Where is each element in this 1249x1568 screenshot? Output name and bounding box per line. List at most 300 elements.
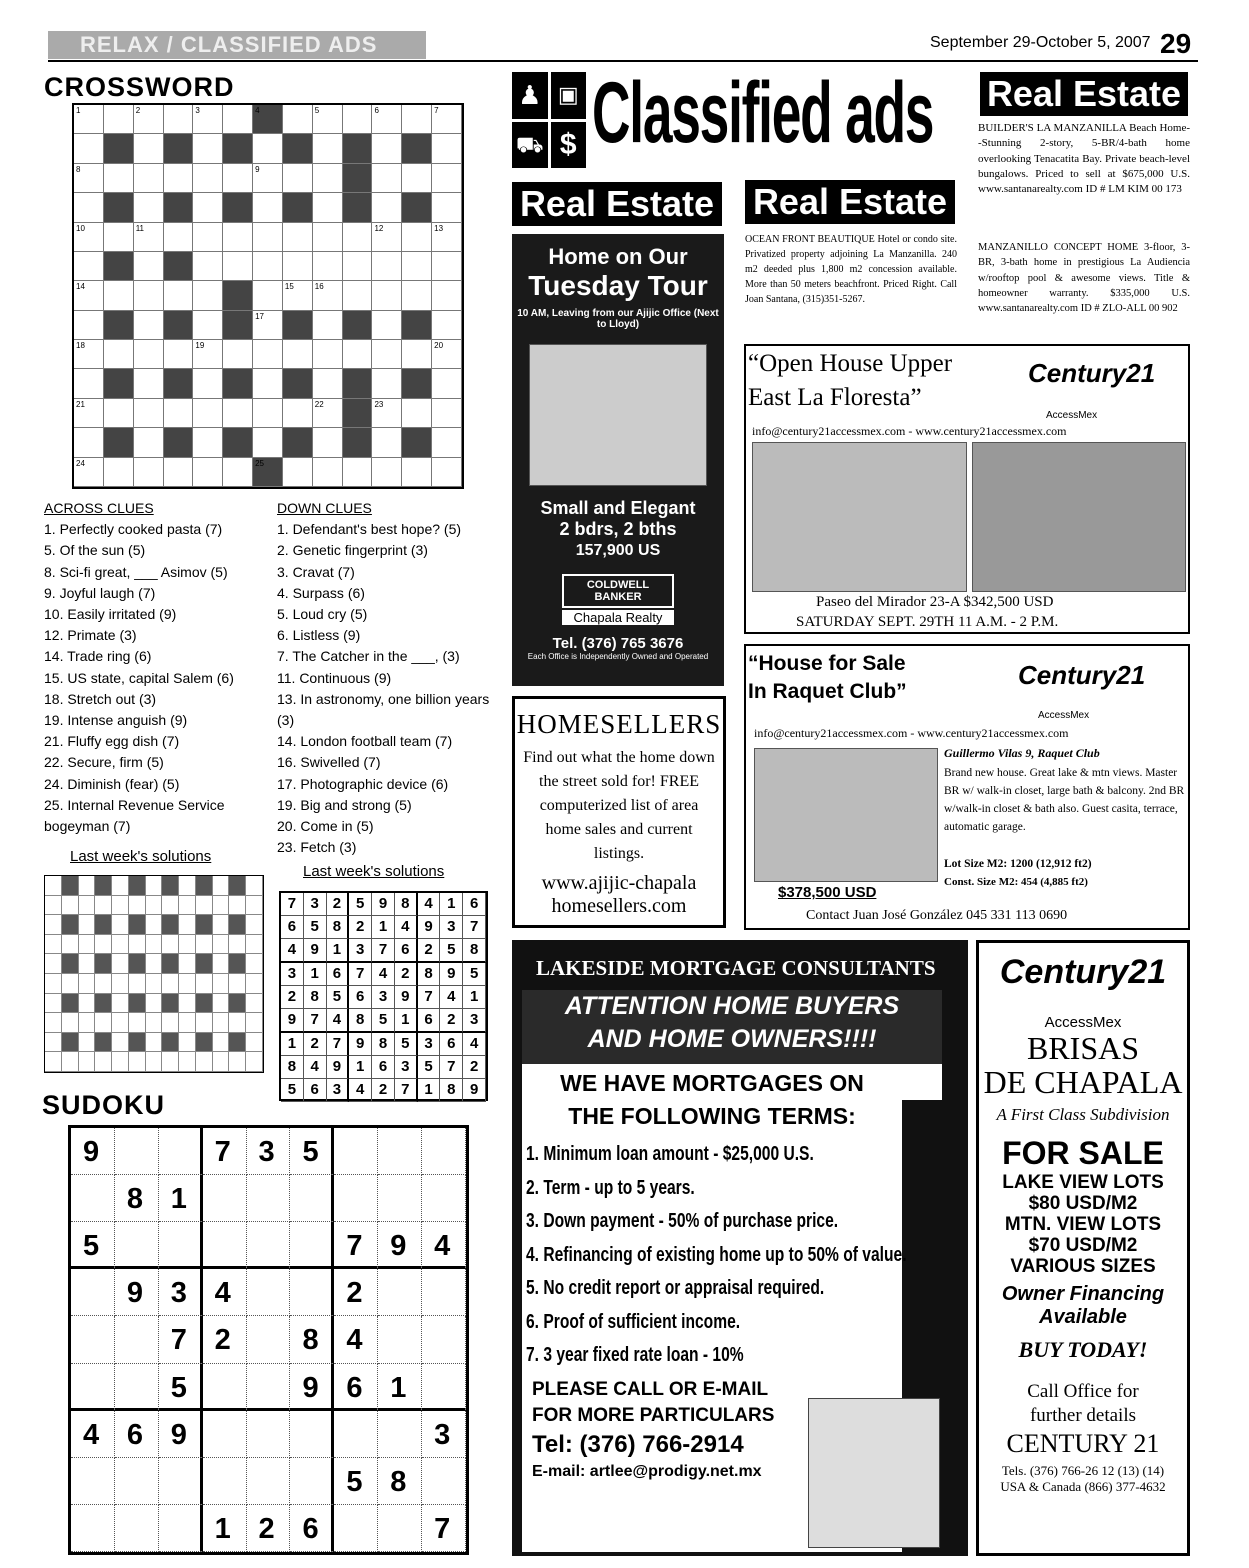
sudoku-cell[interactable] <box>203 1175 247 1222</box>
sudoku-cell[interactable]: 2 <box>334 1269 378 1316</box>
solution-cell <box>45 896 62 916</box>
crossword-cell[interactable] <box>402 399 432 428</box>
crossword-cell[interactable] <box>104 311 134 340</box>
crossword-cell[interactable] <box>134 428 164 457</box>
sudoku-cell[interactable] <box>71 1458 115 1505</box>
sudoku-solution-cell: 9 <box>463 1079 486 1102</box>
sudoku-cell[interactable] <box>378 1128 422 1175</box>
homesellers-url-2[interactable]: homesellers.com <box>551 895 687 917</box>
crossword-cell[interactable] <box>313 223 343 252</box>
crossword-cell[interactable] <box>134 458 164 487</box>
homesellers-body: Find out what the home down the street sold for! FREE computerized list of area home sales and current listings. <box>523 749 715 862</box>
sudoku-cell[interactable] <box>422 1269 466 1316</box>
sudoku-cell[interactable] <box>247 1458 291 1505</box>
crossword-cell[interactable] <box>164 134 194 163</box>
sudoku-cell[interactable] <box>334 1175 378 1222</box>
crossword-cell[interactable] <box>223 458 253 487</box>
crossword-cell[interactable]: 1 <box>74 105 104 134</box>
crossword-cell[interactable] <box>74 134 104 163</box>
crossword-cell[interactable]: 8 <box>74 164 104 193</box>
clue-down-1: 2. Genetic fingerprint (3) <box>277 542 428 559</box>
sudoku-cell[interactable] <box>159 1505 203 1552</box>
crossword-cell[interactable] <box>313 428 343 457</box>
crossword-cell[interactable] <box>432 428 462 457</box>
crossword-cell[interactable] <box>223 223 253 252</box>
crossword-cell[interactable] <box>313 134 343 163</box>
sudoku-cell[interactable] <box>378 1175 422 1222</box>
crossword-cell[interactable] <box>223 252 253 281</box>
crossword-cell[interactable] <box>223 340 253 369</box>
crossword-cell[interactable] <box>104 428 134 457</box>
crossword-cell[interactable]: 20 <box>432 340 462 369</box>
solution-cell <box>112 935 129 955</box>
crossword-cell[interactable] <box>164 223 194 252</box>
solution-cell <box>62 1013 79 1033</box>
crossword-cell[interactable] <box>104 105 134 134</box>
crossword-cell[interactable] <box>402 428 432 457</box>
sudoku-cell[interactable]: 5 <box>290 1128 334 1175</box>
mortgage-heading-1: WE HAVE MORTGAGES ON <box>560 1070 864 1096</box>
crossword-cell[interactable] <box>104 340 134 369</box>
sudoku-cell[interactable] <box>115 1128 159 1175</box>
crossword-cell[interactable] <box>402 252 432 281</box>
crossword-cell[interactable] <box>343 223 373 252</box>
crossword-cell[interactable] <box>193 164 223 193</box>
sudoku-cell[interactable] <box>203 1458 247 1505</box>
crossword-cell[interactable] <box>343 281 373 310</box>
sudoku-cell[interactable]: 7 <box>334 1222 378 1269</box>
crossword-cell[interactable]: 15 <box>283 281 313 310</box>
sudoku-cell[interactable] <box>378 1269 422 1316</box>
crossword-cell[interactable] <box>343 193 373 222</box>
sudoku-cell[interactable] <box>422 1175 466 1222</box>
crossword-cell[interactable] <box>372 193 402 222</box>
mortgage-terms <box>522 1138 907 1373</box>
crossword-cell[interactable] <box>164 340 194 369</box>
crossword-cell[interactable] <box>343 340 373 369</box>
crossword-cell[interactable] <box>223 281 253 310</box>
sudoku-cell[interactable] <box>422 1364 466 1411</box>
mortgage-term: 4. Refinancing of existing home up to 50% of value. <box>526 1243 907 1266</box>
crossword-cell[interactable] <box>283 369 313 398</box>
sudoku-cell[interactable] <box>203 1364 247 1411</box>
crossword-cell[interactable] <box>283 428 313 457</box>
crossword-cell[interactable] <box>343 311 373 340</box>
brisas-sizes: VARIOUS SIZES <box>1010 1256 1156 1277</box>
crossword-cell[interactable] <box>164 311 194 340</box>
sudoku-cell[interactable] <box>115 1458 159 1505</box>
crossword-cell[interactable] <box>402 134 432 163</box>
crossword-cell[interactable] <box>313 369 343 398</box>
crossword-cell[interactable]: 22 <box>313 399 343 428</box>
crossword-cell[interactable] <box>193 134 223 163</box>
crossword-cell[interactable] <box>432 399 462 428</box>
crossword-cell[interactable] <box>283 193 313 222</box>
sudoku-cell[interactable] <box>115 1222 159 1269</box>
crossword-cell[interactable] <box>402 340 432 369</box>
sudoku-cell[interactable] <box>422 1316 466 1363</box>
crossword-cell[interactable] <box>134 134 164 163</box>
crossword-cell[interactable] <box>432 281 462 310</box>
crossword-cell[interactable] <box>402 369 432 398</box>
crossword-cell[interactable] <box>134 311 164 340</box>
sudoku-cell[interactable] <box>247 1269 291 1316</box>
sudoku-cell[interactable]: 1 <box>159 1175 203 1222</box>
sudoku-cell[interactable] <box>115 1364 159 1411</box>
crossword-cell[interactable] <box>193 458 223 487</box>
solution-cell <box>95 994 112 1014</box>
crossword-cell[interactable] <box>193 281 223 310</box>
open-house-line-2: SATURDAY SEPT. 29TH 11 A.M. - 2 P.M. <box>796 614 1059 630</box>
sudoku-cell[interactable]: 4 <box>334 1316 378 1363</box>
crossword-cell[interactable]: 25 <box>253 458 283 487</box>
sudoku-solution-cell: 6 <box>304 1079 327 1102</box>
open-house-links[interactable]: info@century21accessmex.com - www.century21accessmex.com <box>752 424 1067 438</box>
crossword-cell[interactable] <box>343 164 373 193</box>
sudoku-cell[interactable]: 9 <box>290 1364 334 1411</box>
sudoku-cell[interactable] <box>71 1269 115 1316</box>
crossword-cell[interactable] <box>193 311 223 340</box>
crossword-cell[interactable]: 4 <box>253 105 283 134</box>
sudoku-cell[interactable] <box>334 1505 378 1552</box>
crossword-cell[interactable]: 12 <box>372 223 402 252</box>
crossword-cell[interactable]: 3 <box>193 105 223 134</box>
sudoku-grid[interactable] <box>68 1125 469 1555</box>
crossword-cell[interactable] <box>253 193 283 222</box>
sudoku-cell[interactable]: 4 <box>422 1222 466 1269</box>
crossword-cell[interactable] <box>432 252 462 281</box>
crossword-cell[interactable] <box>104 458 134 487</box>
crossword-cell[interactable] <box>164 193 194 222</box>
crossword-cell[interactable] <box>223 369 253 398</box>
sudoku-cell[interactable]: 8 <box>290 1316 334 1363</box>
crossword-cell[interactable] <box>104 193 134 222</box>
sudoku-cell[interactable] <box>247 1175 291 1222</box>
crossword-cell[interactable] <box>432 311 462 340</box>
sudoku-cell[interactable] <box>203 1411 247 1458</box>
sudoku-cell[interactable] <box>71 1316 115 1363</box>
solution-cell <box>95 954 112 974</box>
crossword-cell[interactable]: 24 <box>74 458 104 487</box>
crossword-cell[interactable] <box>402 311 432 340</box>
solution-cell <box>129 876 146 896</box>
crossword-cell[interactable] <box>164 281 194 310</box>
sudoku-solution-cell: 6 <box>327 963 350 986</box>
real-estate-header-2: Real Estate <box>745 180 955 224</box>
crossword-cell[interactable] <box>372 458 402 487</box>
crossword-cell[interactable] <box>134 193 164 222</box>
crossword-cell[interactable] <box>313 311 343 340</box>
crossword-cell[interactable] <box>402 281 432 310</box>
crossword-cell[interactable] <box>164 164 194 193</box>
sudoku-cell[interactable]: 8 <box>378 1458 422 1505</box>
solution-cell <box>129 954 146 974</box>
crossword-cell[interactable]: 19 <box>193 340 223 369</box>
sudoku-cell[interactable]: 6 <box>115 1411 159 1458</box>
sudoku-cell[interactable] <box>247 1364 291 1411</box>
crossword-cell[interactable] <box>313 193 343 222</box>
crossword-cell[interactable] <box>402 458 432 487</box>
sudoku-cell[interactable]: 3 <box>422 1411 466 1458</box>
solution-cell <box>95 935 112 955</box>
crossword-cell[interactable] <box>343 134 373 163</box>
sudoku-cell[interactable]: 7 <box>422 1505 466 1552</box>
crossword-cell[interactable]: 5 <box>313 105 343 134</box>
page-number: 29 <box>1160 28 1192 59</box>
sudoku-cell[interactable] <box>115 1316 159 1363</box>
sudoku-cell[interactable] <box>290 1458 334 1505</box>
crossword-cell[interactable] <box>164 105 194 134</box>
crossword-cell[interactable] <box>104 134 134 163</box>
sudoku-cell[interactable]: 7 <box>203 1128 247 1175</box>
crossword-cell[interactable] <box>253 399 283 428</box>
crossword-cell[interactable] <box>164 399 194 428</box>
crossword-cell[interactable]: 21 <box>74 399 104 428</box>
crossword-cell[interactable] <box>432 164 462 193</box>
brisas-century21: CENTURY 21 <box>1006 1429 1160 1458</box>
sudoku-cell[interactable]: 6 <box>334 1364 378 1411</box>
crossword-cell[interactable] <box>253 223 283 252</box>
crossword-cell[interactable] <box>193 193 223 222</box>
crossword-cell[interactable] <box>402 105 432 134</box>
crossword-cell[interactable] <box>343 369 373 398</box>
crossword-cell[interactable] <box>402 193 432 222</box>
crossword-cell[interactable] <box>104 164 134 193</box>
sudoku-cell[interactable] <box>159 1128 203 1175</box>
sudoku-cell[interactable]: 5 <box>334 1458 378 1505</box>
crossword-cell[interactable] <box>432 134 462 163</box>
crossword-cell[interactable] <box>313 458 343 487</box>
sudoku-cell[interactable] <box>71 1175 115 1222</box>
sudoku-cell[interactable]: 4 <box>203 1269 247 1316</box>
down-heading: DOWN CLUES <box>277 500 372 516</box>
crossword-cell[interactable] <box>104 281 134 310</box>
crossword-cell[interactable] <box>223 311 253 340</box>
crossword-cell[interactable]: 17 <box>253 311 283 340</box>
sudoku-cell[interactable] <box>159 1458 203 1505</box>
crossword-cell[interactable] <box>432 369 462 398</box>
crossword-cell[interactable] <box>372 340 402 369</box>
solution-cell <box>229 994 246 1014</box>
crossword-cell[interactable] <box>283 311 313 340</box>
crossword-cell[interactable]: 6 <box>372 105 402 134</box>
crossword-cell[interactable] <box>104 399 134 428</box>
sudoku-cell[interactable]: 1 <box>378 1364 422 1411</box>
crossword-cell[interactable] <box>283 399 313 428</box>
crossword-cell[interactable] <box>343 105 373 134</box>
sudoku-cell[interactable]: 3 <box>247 1128 291 1175</box>
crossword-cell[interactable] <box>193 428 223 457</box>
crossword-cell[interactable] <box>74 193 104 222</box>
crossword-cell[interactable] <box>372 311 402 340</box>
sudoku-cell[interactable] <box>334 1128 378 1175</box>
sudoku-cell[interactable]: 6 <box>290 1505 334 1552</box>
crossword-cell[interactable] <box>74 428 104 457</box>
sudoku-cell[interactable] <box>115 1505 159 1552</box>
crossword-cell[interactable] <box>104 369 134 398</box>
crossword-cell[interactable] <box>402 164 432 193</box>
crossword-cell[interactable] <box>193 369 223 398</box>
crossword-cell[interactable] <box>283 105 313 134</box>
crossword-cell[interactable] <box>253 428 283 457</box>
crossword-cell[interactable] <box>313 340 343 369</box>
crossword-cell[interactable] <box>223 164 253 193</box>
mortgage-term: 7. 3 year fixed rate loan - 10% <box>526 1344 744 1366</box>
crossword-cell[interactable] <box>74 311 104 340</box>
sudoku-cell[interactable]: 9 <box>159 1411 203 1458</box>
crossword-cell[interactable] <box>253 252 283 281</box>
sudoku-cell[interactable]: 5 <box>159 1364 203 1411</box>
sudoku-cell[interactable] <box>247 1316 291 1363</box>
sudoku-cell[interactable]: 1 <box>203 1505 247 1552</box>
crossword-cell[interactable] <box>134 281 164 310</box>
sudoku-solution-cell: 5 <box>281 1079 304 1102</box>
crossword-title: CROSSWORD <box>44 72 235 102</box>
crossword-cell[interactable] <box>164 369 194 398</box>
crossword-cell[interactable] <box>104 223 134 252</box>
sudoku-cell[interactable] <box>378 1316 422 1363</box>
sudoku-cell[interactable] <box>422 1458 466 1505</box>
sudoku-cell[interactable]: 5 <box>71 1222 115 1269</box>
crossword-cell[interactable] <box>343 458 373 487</box>
crossword-cell[interactable] <box>372 281 402 310</box>
crossword-cell[interactable] <box>223 399 253 428</box>
crossword-cell[interactable]: 23 <box>372 399 402 428</box>
accessmex-label: AccessMex <box>1038 710 1090 721</box>
sudoku-cell[interactable] <box>71 1364 115 1411</box>
sudoku-cell[interactable] <box>378 1411 422 1458</box>
crossword-cell[interactable] <box>164 252 194 281</box>
crossword-cell[interactable] <box>253 281 283 310</box>
crossword-cell[interactable] <box>134 369 164 398</box>
solution-cell <box>179 896 196 916</box>
crossword-cell[interactable]: 18 <box>74 340 104 369</box>
crossword-cell[interactable] <box>283 164 313 193</box>
sudoku-cell[interactable] <box>378 1505 422 1552</box>
sudoku-cell[interactable] <box>290 1411 334 1458</box>
crossword-cell[interactable] <box>372 252 402 281</box>
sudoku-cell[interactable]: 9 <box>378 1222 422 1269</box>
crossword-cell[interactable] <box>223 134 253 163</box>
sudoku-cell[interactable]: 3 <box>159 1269 203 1316</box>
solution-cell <box>229 954 246 974</box>
sudoku-cell[interactable]: 9 <box>71 1128 115 1175</box>
solution-cell <box>229 896 246 916</box>
sudoku-cell[interactable] <box>203 1222 247 1269</box>
crossword-cell[interactable] <box>74 252 104 281</box>
sudoku-cell[interactable] <box>71 1505 115 1552</box>
crossword-cell[interactable] <box>313 164 343 193</box>
sudoku-solution-cell: 1 <box>440 893 463 916</box>
crossword-cell[interactable] <box>432 458 462 487</box>
sudoku-solution-cell: 4 <box>304 1056 327 1079</box>
crossword-cell[interactable] <box>223 428 253 457</box>
sudoku-cell[interactable] <box>422 1128 466 1175</box>
sudoku-cell[interactable] <box>247 1411 291 1458</box>
clue-down-4: 5. Loud cry (5) <box>277 606 368 623</box>
brisas-tel-2: USA & Canada (866) 377-4632 <box>1000 1479 1166 1494</box>
crossword-cell[interactable] <box>223 105 253 134</box>
crossword-cell[interactable] <box>253 134 283 163</box>
crossword-cell[interactable]: 10 <box>74 223 104 252</box>
solution-cell <box>112 896 129 916</box>
crossword-cell[interactable] <box>402 223 432 252</box>
solution-cell <box>213 896 230 916</box>
crossword-cell[interactable] <box>134 252 164 281</box>
crossword-cell[interactable] <box>223 193 253 222</box>
mortgage-term: 3. Down payment - 50% of purchase price. <box>526 1210 839 1232</box>
crossword-cell[interactable]: 14 <box>74 281 104 310</box>
crossword-cell[interactable] <box>193 252 223 281</box>
crossword-cell[interactable]: 2 <box>134 105 164 134</box>
sudoku-cell[interactable] <box>334 1411 378 1458</box>
solution-cell <box>45 994 62 1014</box>
crossword-cell[interactable] <box>372 134 402 163</box>
homesellers-url-1[interactable]: www.ajijic-chapala <box>541 872 697 894</box>
crossword-cell[interactable] <box>164 428 194 457</box>
clue-down-10: 16. Swivelled (7) <box>277 754 381 771</box>
crossword-cell[interactable]: 7 <box>432 105 462 134</box>
crossword-cell[interactable] <box>253 369 283 398</box>
sudoku-cell[interactable] <box>290 1222 334 1269</box>
crossword-cell[interactable]: 16 <box>313 281 343 310</box>
crossword-cell[interactable] <box>164 458 194 487</box>
crossword-cell[interactable] <box>372 369 402 398</box>
crossword-cell[interactable] <box>432 193 462 222</box>
sudoku-cell[interactable] <box>290 1175 334 1222</box>
sudoku-cell[interactable] <box>159 1222 203 1269</box>
sudoku-cell[interactable]: 2 <box>247 1505 291 1552</box>
crossword-cell[interactable] <box>193 223 223 252</box>
crossword-cell[interactable] <box>343 252 373 281</box>
crossword-cell[interactable] <box>313 252 343 281</box>
crossword-cell[interactable]: 13 <box>432 223 462 252</box>
crossword-cell[interactable]: 11 <box>134 223 164 252</box>
sudoku-cell[interactable] <box>247 1222 291 1269</box>
crossword-cell[interactable]: 9 <box>253 164 283 193</box>
crossword-cell[interactable] <box>253 340 283 369</box>
crossword-cell[interactable] <box>134 164 164 193</box>
sudoku-cell[interactable]: 2 <box>203 1316 247 1363</box>
sudoku-cell[interactable]: 9 <box>115 1269 159 1316</box>
solution-cell <box>62 954 79 974</box>
crossword-cell[interactable] <box>372 164 402 193</box>
crossword-cell[interactable] <box>283 340 313 369</box>
sudoku-cell[interactable]: 4 <box>71 1411 115 1458</box>
crossword-cell[interactable] <box>74 369 104 398</box>
mortgage-email[interactable]: E-mail: artlee@prodigy.net.mx <box>532 1462 762 1480</box>
solution-cell <box>146 954 163 974</box>
crossword-cell[interactable] <box>104 252 134 281</box>
crossword-cell[interactable] <box>283 252 313 281</box>
sudoku-solution-cell: 8 <box>463 939 486 963</box>
crossword-cell[interactable] <box>283 223 313 252</box>
crossword-cell[interactable] <box>283 134 313 163</box>
crossword-cell[interactable] <box>343 428 373 457</box>
sudoku-cell[interactable] <box>290 1269 334 1316</box>
sudoku-cell[interactable]: 7 <box>159 1316 203 1363</box>
crossword-cell[interactable] <box>372 428 402 457</box>
crossword-grid[interactable] <box>72 103 464 489</box>
raquet-links[interactable]: info@century21accessmex.com - www.century21accessmex.com <box>754 726 1069 740</box>
crossword-cell[interactable] <box>134 340 164 369</box>
crossword-cell[interactable] <box>343 399 373 428</box>
crossword-cell[interactable] <box>193 399 223 428</box>
sudoku-cell[interactable]: 8 <box>115 1175 159 1222</box>
crossword-cell[interactable] <box>134 399 164 428</box>
solution-cell <box>62 1052 79 1072</box>
crossword-cell[interactable] <box>283 458 313 487</box>
